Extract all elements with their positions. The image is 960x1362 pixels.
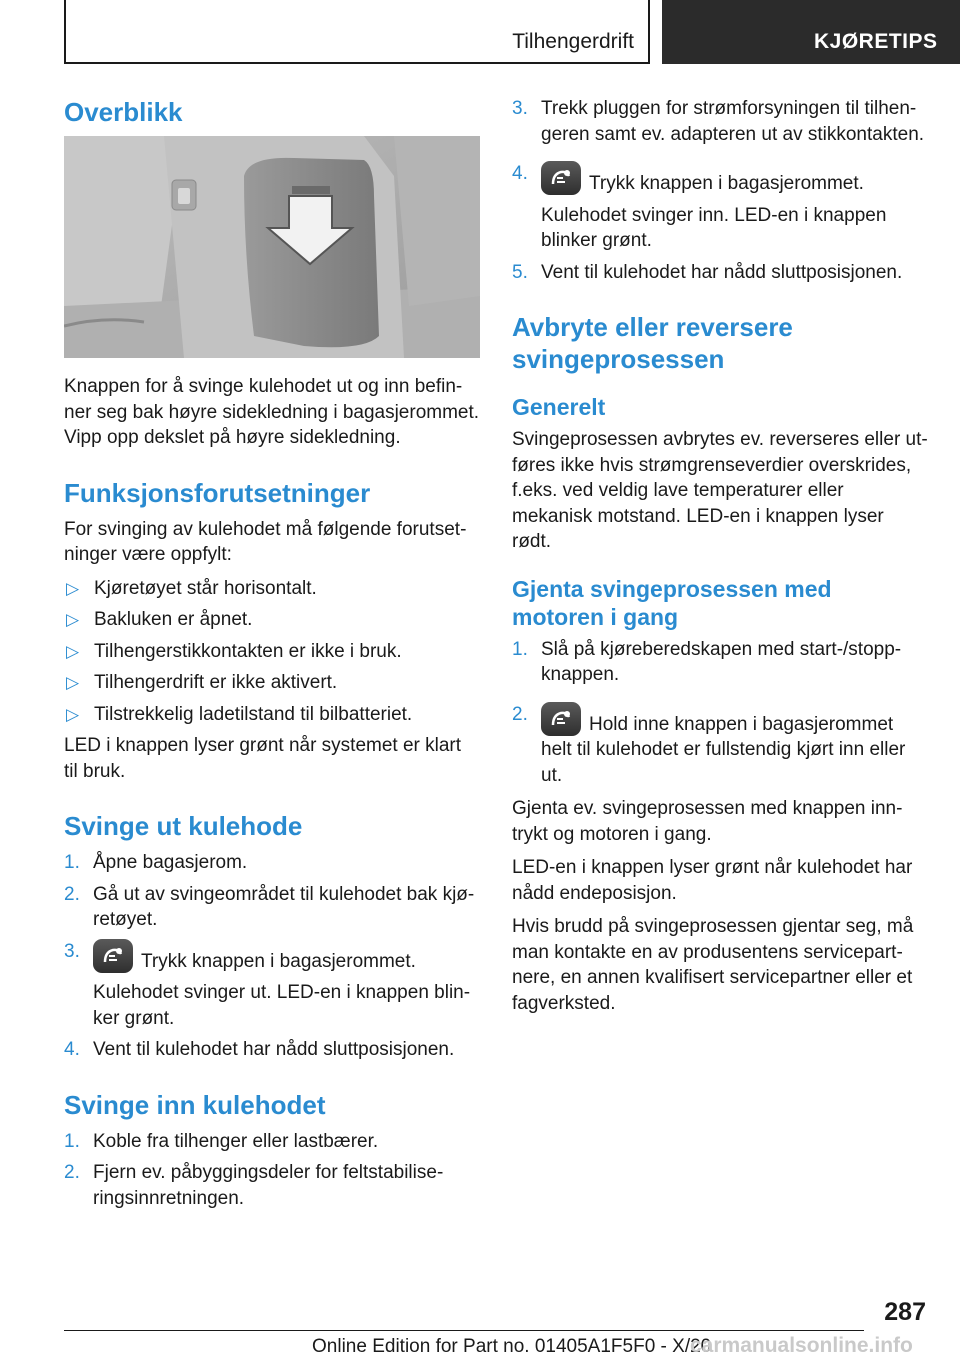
page-number: 287	[884, 1298, 926, 1326]
list-item: 3. Trekk pluggen for strømforsyningen til tilhengeren samt ev. adapteren ut av stikkontakten.	[512, 98, 925, 145]
list-item: 4. Trykk knappen i bagasjerommet. Kulehodet svinger inn. LED-en i knappen blinker grønt.	[512, 163, 887, 251]
triangle-bullet-icon: ▷	[66, 610, 80, 629]
prereq-intro: For svinging av kulehodet må følgende forutsetninger være oppfylt:	[64, 518, 467, 565]
prereq-note: LED i knappen lyser grønt når systemet er klart til bruk.	[64, 735, 462, 782]
triangle-bullet-icon: ▷	[66, 704, 80, 724]
repeat-para-1: Gjenta ev. svingeprosessen med knappen inntrykt og motoren i gang.	[512, 798, 903, 845]
tow-hitch-button-icon	[541, 702, 581, 736]
swing-out-steps	[64, 850, 480, 1063]
header-rule-bottom	[64, 62, 650, 64]
heading-swing-in: Svinge inn kulehodet	[64, 1089, 326, 1120]
triangle-bullet-icon: ▷	[66, 578, 80, 598]
list-item: ▷ Tilhengerdrift er ikke aktivert.	[64, 670, 480, 696]
heading-prerequisites: Funksjonsforutsetninger	[64, 477, 371, 508]
prereq-list	[64, 576, 480, 728]
heading-swing-out: Svinge ut kulehode	[64, 811, 303, 841]
tow-hitch-button-icon	[93, 939, 133, 973]
footer-rule	[64, 1330, 864, 1331]
repeat-para-2: LED-en i knappen lyser grønt når kulehodet har nådd endeposisjon.	[512, 857, 913, 904]
triangle-bullet-icon: ▷	[66, 641, 80, 661]
list-item: 1. Koble fra tilhenger eller lastbærer.	[64, 1130, 379, 1152]
trunk-button-illustration	[64, 136, 480, 358]
list-item: ▷ Bakluken er åpnet.	[64, 607, 480, 633]
list-item: 4. Vent til kulehodet har nådd sluttposisjonen.	[64, 1039, 455, 1060]
heading-overview: Overblikk	[64, 97, 183, 127]
tow-hitch-button-icon	[541, 161, 581, 195]
triangle-bullet-icon: ▷	[66, 673, 80, 692]
list-item: 2. Hold inne knappen i bagasjerommet helt til kulehodet er fullstendig kjørt inn eller ut.	[512, 703, 906, 786]
list-item: 1. Slå på kjøreberedskapen med start-/stoppknappen.	[512, 638, 902, 685]
heading-general: Generelt	[512, 394, 606, 420]
general-text: Svingeprosessen avbrytes ev. reverseres eller utføres ikke hvis strømgrenseverdier overskrides, f.eks. ved veldig lave temperaturer eller mekanisk motstand. LED-en i knappen lyser rødt.	[512, 429, 928, 552]
header-rule-left	[64, 0, 66, 64]
header-chapter-tab	[662, 0, 960, 64]
page-header	[0, 0, 960, 66]
swing-in-steps-continued	[512, 96, 928, 285]
list-item: 5. Vent til kulehodet har nådd sluttposisjonen.	[512, 261, 903, 283]
header-chapter-title: KJØRETIPS	[814, 30, 938, 53]
right-column	[512, 96, 928, 1024]
list-item: ▷ Tilhengerstikkontakten er ikke i bruk.	[64, 639, 480, 665]
list-item: 2. Gå ut av svingeområdet til kulehodet bak kjøretøyet.	[64, 883, 475, 930]
footer-watermark: carmanualsonline.info	[690, 1334, 913, 1357]
left-column	[64, 96, 480, 1219]
overview-caption: Knappen for å svinge kulehodet ut og inn befinner seg bak høyre sidekledning i bagasjerommet. Vipp opp dekslet på høyre sidekledning.	[64, 376, 480, 448]
footer-edition: Online Edition for Part no. 01405A1F5F0 - X/20	[312, 1336, 712, 1357]
header-section-title: Tilhengerdrift	[512, 30, 634, 53]
list-item: ▷ Kjøretøyet står horisontalt.	[64, 576, 480, 602]
repeat-para-3: Hvis brudd på svingeprosessen gjentar seg, må man kontakte en av produsentens servicepartnere, en annen kvalifisert servicepartner eller et fagverksted.	[512, 916, 914, 1014]
heading-abort-reverse: Avbryte eller reversere svingeprosessen	[512, 312, 793, 374]
list-item: 2. Fjern ev. påbyggingsdeler for feltstabiliseringsinnretningen.	[64, 1162, 444, 1209]
heading-repeat-engine-running: Gjenta svingeprosessen med motoren i gang	[512, 575, 832, 630]
swing-in-steps	[64, 1129, 480, 1212]
list-item: 3. Trykk knappen i bagasjerommet. Kulehodet svinger ut. LED-en i knappen blinker grønt.	[64, 940, 471, 1029]
list-item: 1. Åpne bagasjerom.	[64, 852, 248, 873]
header-rule-right	[648, 0, 650, 64]
repeat-steps	[512, 637, 928, 789]
list-item: ▷ Tilstrekkelig ladetilstand til bilbatteriet.	[64, 702, 480, 728]
